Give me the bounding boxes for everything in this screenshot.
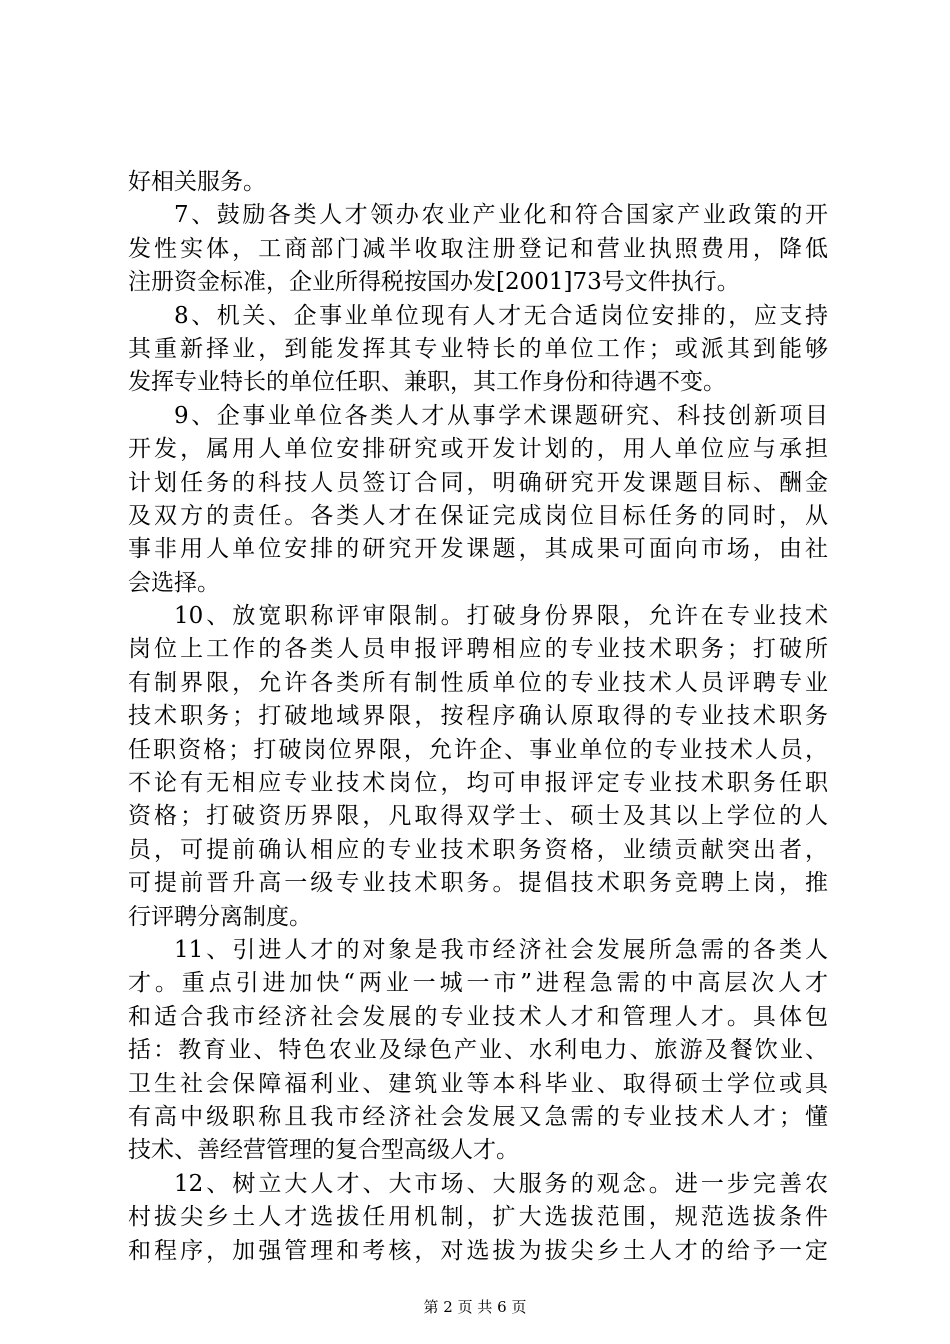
text-line: 不论有无相应专业技术岗位，均可申报评定专业技术职务任职: [128, 770, 828, 797]
body-text: [128, 166, 828, 1268]
text-line: 技术职务；打破地域界限，按程序确认原取得的专业技术职务: [128, 703, 828, 730]
text-line: 才。重点引进加快“两业一城一市”进程急需的中高层次人才: [128, 970, 828, 997]
text-line: 9、企事业单位各类人才从事学术课题研究、科技创新项目: [174, 402, 828, 429]
text-line: 11、引进人才的对象是我市经济社会发展所急需的各类人: [174, 936, 828, 963]
text-line: 可提前晋升高一级专业技术职务。提倡技术职务竞聘上岗，推: [128, 870, 828, 897]
text-line: 事非用人单位安排的研究开发课题，其成果可面向市场，由社: [128, 536, 828, 563]
text-line: 括：教育业、特色农业及绿色产业、水利电力、旅游及餐饮业、: [128, 1037, 828, 1064]
text-line: 7、鼓励各类人才领办农业产业化和符合国家产业政策的开: [174, 202, 828, 229]
text-line: 计划任务的科技人员签订合同，明确研究开发课题目标、酬金: [128, 469, 828, 496]
text-line: 开发，属用人单位安排研究或开发计划的，用人单位应与承担: [128, 436, 828, 463]
text-line: 有制界限，允许各类所有制性质单位的专业技术人员评聘专业: [128, 669, 828, 696]
text-line: 发性实体，工商部门减半收取注册登记和营业执照费用，降低: [128, 235, 828, 262]
text-line: 12、树立大人才、大市场、大服务的观念。进一步完善农: [174, 1170, 828, 1197]
text-line: 10、放宽职称评审限制。打破身份界限，允许在专业技术: [174, 603, 828, 630]
text-line: 和程序，加强管理和考核，对选拔为拔尖乡土人才的给予一定: [128, 1237, 828, 1264]
text-line: 会选择。: [128, 569, 220, 596]
text-line: 资格；打破资历界限，凡取得双学士、硕士及其以上学位的人: [128, 803, 828, 830]
text-line: 任职资格；打破岗位界限，允许企、事业单位的专业技术人员，: [128, 736, 828, 763]
text-line: 8、机关、企事业单位现有人才无合适岗位安排的，应支持: [174, 302, 828, 329]
text-line: 注册资金标准，企业所得税按国办发[2001]73号文件执行。: [128, 269, 740, 296]
text-line: 好相关服务。: [128, 169, 266, 195]
text-line: 岗位上工作的各类人员申报评聘相应的专业技术职务；打破所: [128, 636, 828, 663]
page-footer: 第 2 页 共 6 页: [423, 1298, 527, 1316]
text-line: 卫生社会保障福利业、建筑业等本科毕业、取得硕士学位或具: [128, 1070, 828, 1097]
text-line: 有高中级职称且我市经济社会发展又急需的专业技术人才；懂: [128, 1103, 828, 1130]
text-line: 技术、善经营管理的复合型高级人才。: [128, 1137, 519, 1164]
text-line: 发挥专业特长的单位任职、兼职，其工作身份和待遇不变。: [128, 369, 726, 396]
text-line: 和适合我市经济社会发展的专业技术人才和管理人才。具体包: [128, 1003, 828, 1030]
text-line: 员，可提前确认相应的专业技术职务资格，业绩贡献突出者，: [128, 836, 828, 863]
text-line: 村拔尖乡土人才选拔任用机制，扩大选拔范围，规范选拔条件: [128, 1204, 828, 1231]
text-line: 行评聘分离制度。: [128, 903, 312, 930]
text-line: 及双方的责任。各类人才在保证完成岗位目标任务的同时，从: [128, 502, 828, 529]
text-line: 其重新择业，到能发挥其专业特长的单位工作；或派其到能够: [128, 335, 828, 362]
